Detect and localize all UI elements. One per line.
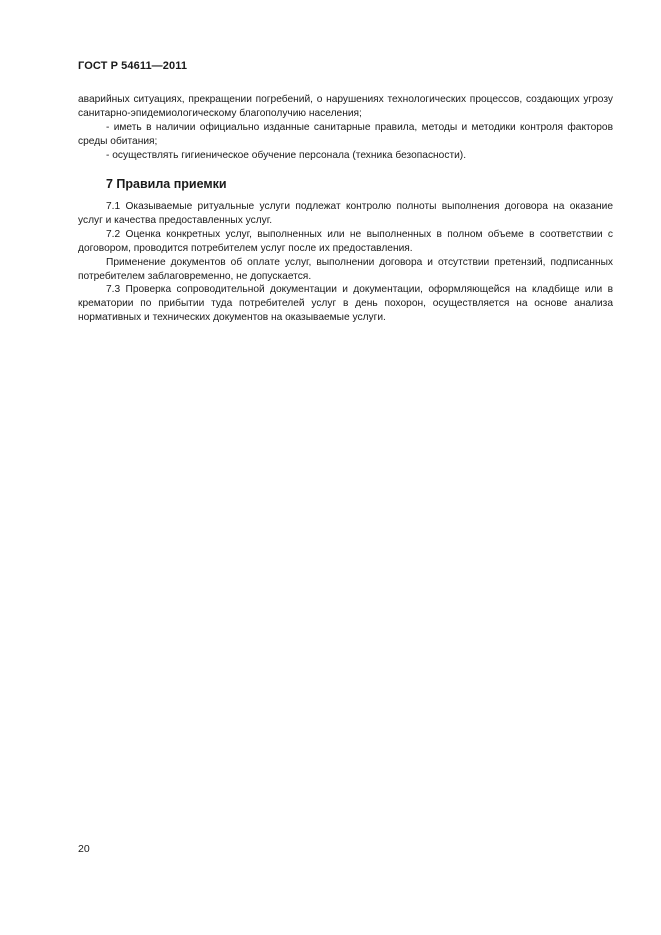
section-paragraph: 7.3 Проверка сопроводительной документации и документации, оформляющейся на кладбище или в крематории по прибытии туда потребителей услуг в день похорон, осуществляется на основе анализа нормативных и технических документов на оказываемые услуги.	[78, 284, 613, 324]
document-code: ГОСТ Р 54611—2011	[78, 60, 188, 72]
section-paragraph: Применение документов об оплате услуг, выполнении договора и отсутствии претензий, подписанных потребителем заблаговременно, не допускается.	[78, 256, 613, 282]
intro-text	[78, 93, 613, 163]
page-number: 20	[78, 843, 90, 855]
section-paragraph: 7.1 Оказываемые ритуальные услуги подлежат контролю полноты выполнения договора на оказание услуг и качества предоставленных услуг.	[78, 201, 613, 226]
section-heading: 7 Правила приемки	[106, 177, 227, 191]
intro-paragraph: аварийных ситуациях, прекращении погребений, о нарушениях технологических процессов, создающих угрозу санитарно-эпидемиологическому благополучию населения;	[78, 94, 613, 119]
section-paragraph: 7.2 Оценка конкретных услуг, выполненных или не выполненных в полном объеме в соответствии с договором, проводится потребителем услуг после их предоставления.	[78, 228, 613, 254]
intro-list-item: - иметь в наличии официально изданные санитарные правила, методы и методики контроля факторов среды обитания;	[78, 121, 613, 147]
section-text	[78, 200, 613, 325]
intro-list-item: - осуществлять гигиеническое обучение персонала (техника безопасности).	[106, 149, 467, 161]
